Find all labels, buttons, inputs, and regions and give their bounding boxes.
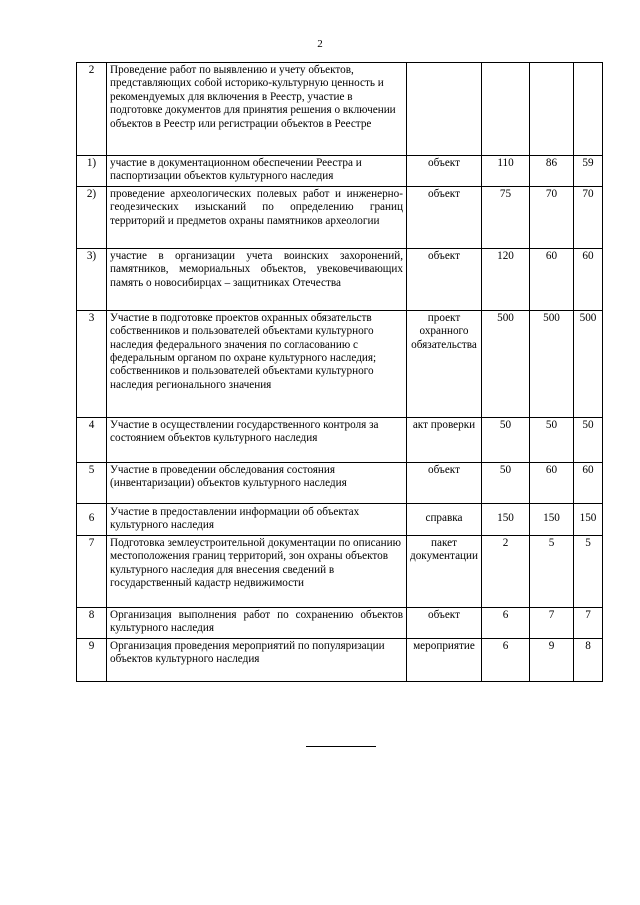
table-row	[77, 63, 603, 156]
row-value-2: 50	[530, 417, 574, 462]
row-number: 6	[77, 503, 107, 535]
row-value-1: 110	[482, 156, 530, 187]
row-value-1: 6	[482, 638, 530, 681]
row-value-1: 2	[482, 535, 530, 607]
row-value-2: 5	[530, 535, 574, 607]
row-value-3	[574, 63, 603, 156]
row-number: 7	[77, 535, 107, 607]
row-number: 2	[77, 63, 107, 156]
row-value-1: 6	[482, 607, 530, 638]
row-value-3: 500	[574, 310, 603, 417]
activities-table	[76, 62, 603, 682]
table-row	[77, 248, 603, 310]
table-row	[77, 462, 603, 503]
row-value-1: 50	[482, 417, 530, 462]
row-value-1: 120	[482, 248, 530, 310]
row-description: участие в организации учета воинских захоронений, памятников, мемориальных объектов, увековечивающих память о новосибирцах – защитниках Отечества	[107, 248, 407, 310]
row-value-2: 60	[530, 248, 574, 310]
row-value-1: 500	[482, 310, 530, 417]
row-description: Участие в подготовке проектов охранных обязательств собственников и пользователей объектами культурного наследия федерального значения по согласованию с федеральным органом по охране культурного наследия; собственников и пользователей объектами культурного наследия регионального значения	[107, 310, 407, 417]
row-unit	[407, 63, 482, 156]
row-value-2: 7	[530, 607, 574, 638]
row-value-2: 150	[530, 503, 574, 535]
row-value-2: 86	[530, 156, 574, 187]
row-value-3: 60	[574, 248, 603, 310]
row-value-3: 150	[574, 503, 603, 535]
table-row	[77, 535, 603, 607]
row-number: 1)	[77, 156, 107, 187]
row-value-2: 60	[530, 462, 574, 503]
row-unit: объект	[407, 607, 482, 638]
row-number: 9	[77, 638, 107, 681]
row-value-3: 50	[574, 417, 603, 462]
row-description: Участие в предоставлении информации об объектах культурного наследия	[107, 503, 407, 535]
row-description: участие в документационном обеспечении Реестра и паспортизации объектов культурного наследия	[107, 156, 407, 187]
row-number: 3)	[77, 248, 107, 310]
table-row	[77, 156, 603, 187]
row-unit: объект	[407, 248, 482, 310]
row-description: проведение археологических полевых работ и инженерно-геодезических изысканий по определению границ территорий и предметов охраны памятников археологии	[107, 186, 407, 248]
row-description: Организация выполнения работ по сохранению объектов культурного наследия	[107, 607, 407, 638]
row-value-3: 70	[574, 186, 603, 248]
row-number: 4	[77, 417, 107, 462]
row-unit: объект	[407, 186, 482, 248]
table-row	[77, 503, 603, 535]
row-description: Организация проведения мероприятий по популяризации объектов культурного наследия	[107, 638, 407, 681]
row-value-3: 8	[574, 638, 603, 681]
table-row	[77, 417, 603, 462]
row-value-3: 59	[574, 156, 603, 187]
table-row	[77, 638, 603, 681]
row-number: 8	[77, 607, 107, 638]
row-description: Проведение работ по выявлению и учету объектов, представляющих собой историко-культурную ценность и рекомендуемых для включения в Реестр, участие в подготовке документов для принятия решения о включении объектов в Реестр или регистрации объектов в Реестре	[107, 63, 407, 156]
table-row	[77, 310, 603, 417]
page-number: 2	[317, 38, 323, 50]
row-number: 5	[77, 462, 107, 503]
row-value-1: 75	[482, 186, 530, 248]
row-description: Подготовка землеустроительной документации по описанию местоположения границ территорий, зон охраны объектов культурного наследия для внесения сведений в государственный кадастр недвижимости	[107, 535, 407, 607]
row-value-3: 5	[574, 535, 603, 607]
row-unit: акт проверки	[407, 417, 482, 462]
row-number: 2)	[77, 186, 107, 248]
row-unit: проект охранного обязательства	[407, 310, 482, 417]
row-unit: объект	[407, 156, 482, 187]
end-divider	[306, 746, 376, 747]
row-description: Участие в проведении обследования состояния (инвентаризации) объектов культурного наследия	[107, 462, 407, 503]
row-value-2: 70	[530, 186, 574, 248]
row-value-2: 500	[530, 310, 574, 417]
table-row	[77, 186, 603, 248]
row-value-1: 150	[482, 503, 530, 535]
row-unit: справка	[407, 503, 482, 535]
row-value-1: 50	[482, 462, 530, 503]
row-number: 3	[77, 310, 107, 417]
row-value-2: 9	[530, 638, 574, 681]
row-value-3: 60	[574, 462, 603, 503]
row-unit: объект	[407, 462, 482, 503]
table-row	[77, 607, 603, 638]
row-value-3: 7	[574, 607, 603, 638]
row-unit: мероприятие	[407, 638, 482, 681]
row-value-2	[530, 63, 574, 156]
row-unit: пакет документации	[407, 535, 482, 607]
row-value-1	[482, 63, 530, 156]
row-description: Участие в осуществлении государственного контроля за состоянием объектов культурного наследия	[107, 417, 407, 462]
